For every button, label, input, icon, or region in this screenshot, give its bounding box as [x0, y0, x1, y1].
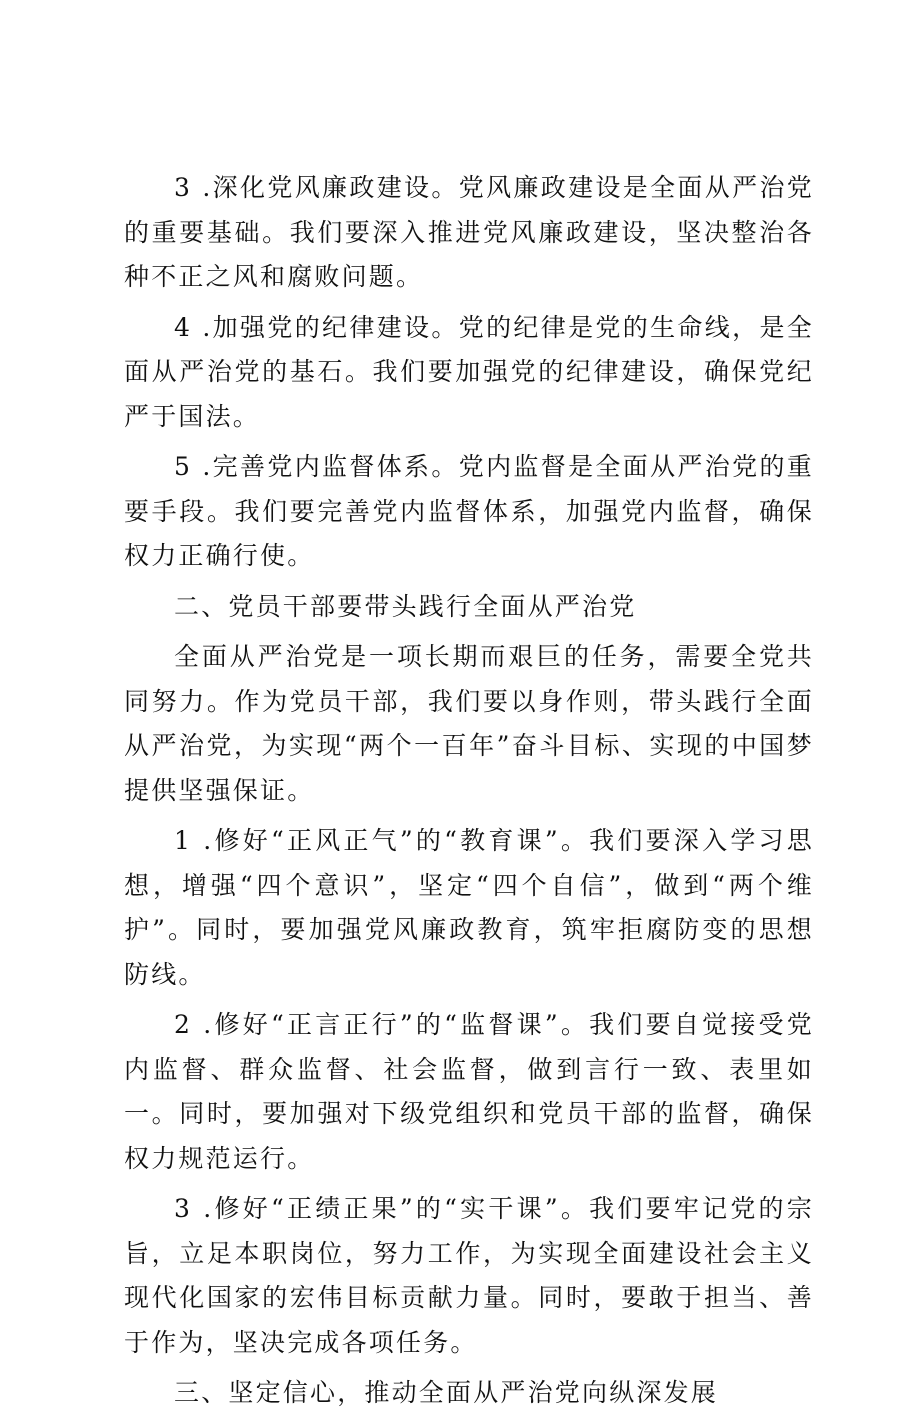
section-heading-2: 二、党员干部要带头践行全面从严治党	[174, 591, 637, 621]
document-body	[124, 166, 814, 1422]
paragraph-3-party-conduct: 3 .深化党风廉政建设。党风廉政建设是全面从严治党的重要基础。我们要深入推进党风廉政建设，坚决整治各种不正之风和腐败问题。	[124, 173, 814, 291]
paragraph-5-supervision: 5 .完善党内监督体系。党内监督是全面从严治党的重要手段。我们要完善党内监督体系，加强党内监督，确保权力正确行使。	[124, 452, 814, 570]
paragraph-1-education-course: 1 .修好“正风正气”的“教育课”。我们要深入学习思想，增强“四个意识”，坚定“四个自信”，做到“两个维护”。同时，要加强党风廉政教育，筑牢拒腐防变的思想防线。	[124, 826, 814, 989]
paragraph-3-practical-course: 3 .修好“正绩正果”的“实干课”。我们要牢记党的宗旨，立足本职岗位，努力工作，为实现全面建设社会主义现代化国家的宏伟目标贡献力量。同时，要敢于担当、善于作为，坚决完成各项任务。	[124, 1194, 814, 1357]
paragraph-section-2-intro: 全面从严治党是一项长期而艰巨的任务，需要全党共同努力。作为党员干部，我们要以身作则，带头践行全面从严治党，为实现“两个一百年”奋斗目标、实现的中国梦提供坚强保证。	[124, 642, 814, 805]
paragraph-4-discipline: 4 .加强党的纪律建设。党的纪律是党的生命线，是全面从严治党的基石。我们要加强党的纪律建设，确保党纪严于国法。	[124, 312, 814, 431]
section-heading-3: 三、坚定信心，推动全面从严治党向纵深发展	[174, 1378, 719, 1407]
paragraph-2-supervision-course: 2 .修好“正言正行”的“监督课”。我们要自觉接受党内监督、群众监督、社会监督，做到言行一致、表里如一。同时，要加强对下级党组织和党员干部的监督，确保权力规范运行。	[124, 1010, 814, 1173]
